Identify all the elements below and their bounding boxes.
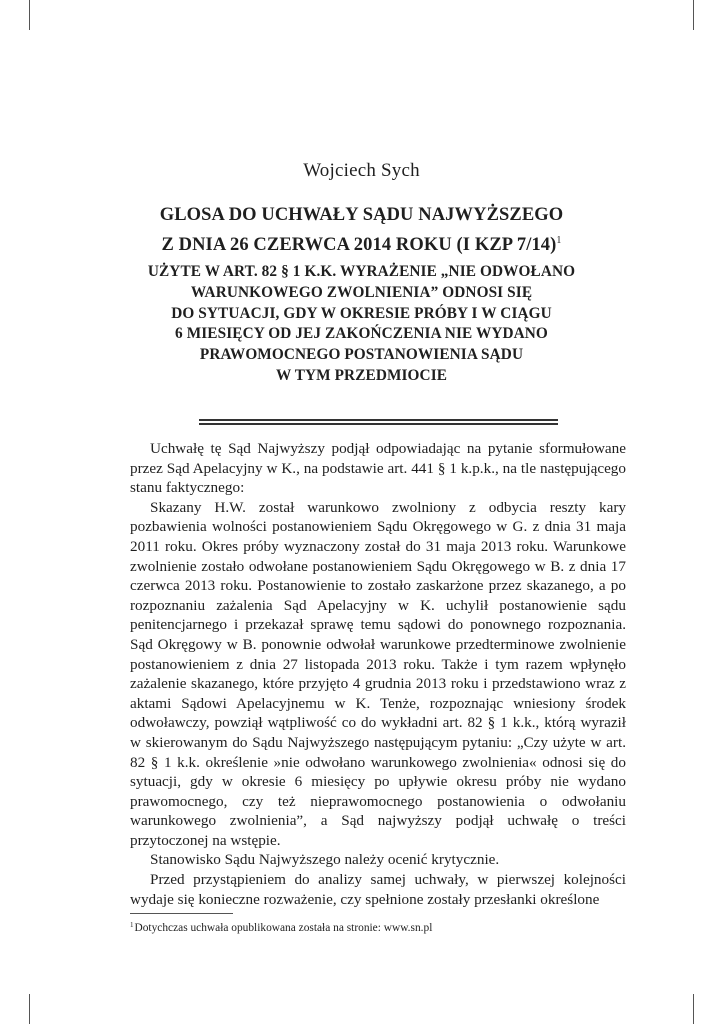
footnote-separator bbox=[130, 913, 233, 914]
thesis-line: W TYM PRZEDMIOCIE bbox=[275, 366, 448, 384]
title-divider-bottom bbox=[199, 423, 558, 425]
footnote bbox=[130, 918, 626, 936]
title-line-1: GLOSA DO UCHWAŁY SĄDU NAJWYŻSZEGO bbox=[159, 205, 564, 225]
crop-mark-top-right bbox=[693, 0, 694, 30]
thesis-line: UŻYTE W ART. 82 § 1 K.K. WYRAŻENIE „NIE ODWOŁANO bbox=[147, 263, 576, 280]
thesis-line: PRAWOMOCNEGO POSTANOWIENIA SĄDU bbox=[199, 346, 524, 364]
paragraph: Przed przystąpieniem do analizy samej uchwały, w pierwszej kolejności wydaje się konieczne rozważenie, czy spełnione zostały przesłanki określone bbox=[130, 871, 626, 908]
title-line-2-text: Z DNIA 26 CZERWCA 2014 ROKU (I KZP 7/14) bbox=[161, 235, 557, 255]
thesis-line: DO SYTUACJI, GDY W OKRESIE PRÓBY I W CIĄGU bbox=[171, 304, 552, 322]
author-name: Wojciech Sych bbox=[303, 160, 420, 181]
thesis-line: WARUNKOWEGO ZWOLNIENIA” ODNOSI SIĘ bbox=[190, 283, 533, 301]
title-line-2 bbox=[80, 228, 643, 258]
paragraph: Skazany H.W. został warunkowo zwolniony z odbycia reszty kary pozbawienia wolności postanowieniem Sądu Okręgowego w G. z dnia 31 maja 2011 roku. Okres próby wyznaczony został do 31 maja 2013 roku. Warunkowe zwolnienie zostało odwołane postanowieniem Sądu Okręgowego w B. z dnia 17 czerwca 2013 roku. Postanowienie to zostało zaskarżone przez skazanego, a po rozpoznaniu zażalenia Sąd Apelacyjny w K. uchylił postanowienie sądu penitencjarnego i przekazał sprawę temu sądowi do ponownego rozpoznania. Sąd Okręgowy w B. ponownie odwołał warunkowe przedterminowe zwolnienie postanowieniem z dnia 27 listopada 2013 roku. Także i tym razem wpłynęło zażalenie skazanego, które przyjęto 4 grudnia 2013 roku i przedstawiono wraz z aktami Sądowi Apelacyjnemu w K. Tenże, rozpoznając wniesiony środek odwoławczy, powziął wątpliwość co do wykładni art. 82 § 1 k.k., którą wyraził w skierowanym do Sądu Najwyższego następującym pytaniu: „Czy użyte w art. 82 § 1 k.k. określenie »nie odwołano warunkowego zwolnienia« odnosi się do sytuacji, gdy w okresie 6 miesięcy po upływie okresu próby nie wydano prawomocnego, czy też nieprawomocnego postanowienia o odwołaniu warunkowego zwolnienia”, a Sąd najwyższy podjął uchwałę o treści przytoczonej na wstępie. bbox=[130, 498, 626, 849]
title-footnote-ref[interactable]: 1 bbox=[556, 235, 562, 246]
body-text bbox=[130, 439, 626, 909]
thesis-line: 6 MIESIĘCY OD JEJ ZAKOŃCZENIA NIE WYDANO bbox=[175, 325, 548, 343]
paragraph: Stanowisko Sądu Najwyższego należy ocenić krytycznie. bbox=[150, 851, 500, 869]
paragraph: Uchwałę tę Sąd Najwyższy podjął odpowiadając na pytanie sformułowane przez Sąd Apelacyjny w K., na podstawie art. 441 § 1 k.p.k., na tle następującego stanu faktycznego: bbox=[130, 440, 626, 497]
footnote-number: 1 bbox=[130, 921, 134, 929]
crop-mark-top-left bbox=[29, 0, 30, 30]
article-title bbox=[80, 202, 643, 258]
title-divider-top bbox=[199, 419, 558, 421]
footnote-text: Dotychczas uchwała opublikowana została na stronie: www.sn.pl bbox=[134, 922, 433, 934]
article-thesis bbox=[100, 262, 623, 387]
crop-mark-bottom-right bbox=[693, 994, 694, 1024]
crop-mark-bottom-left bbox=[29, 994, 30, 1024]
